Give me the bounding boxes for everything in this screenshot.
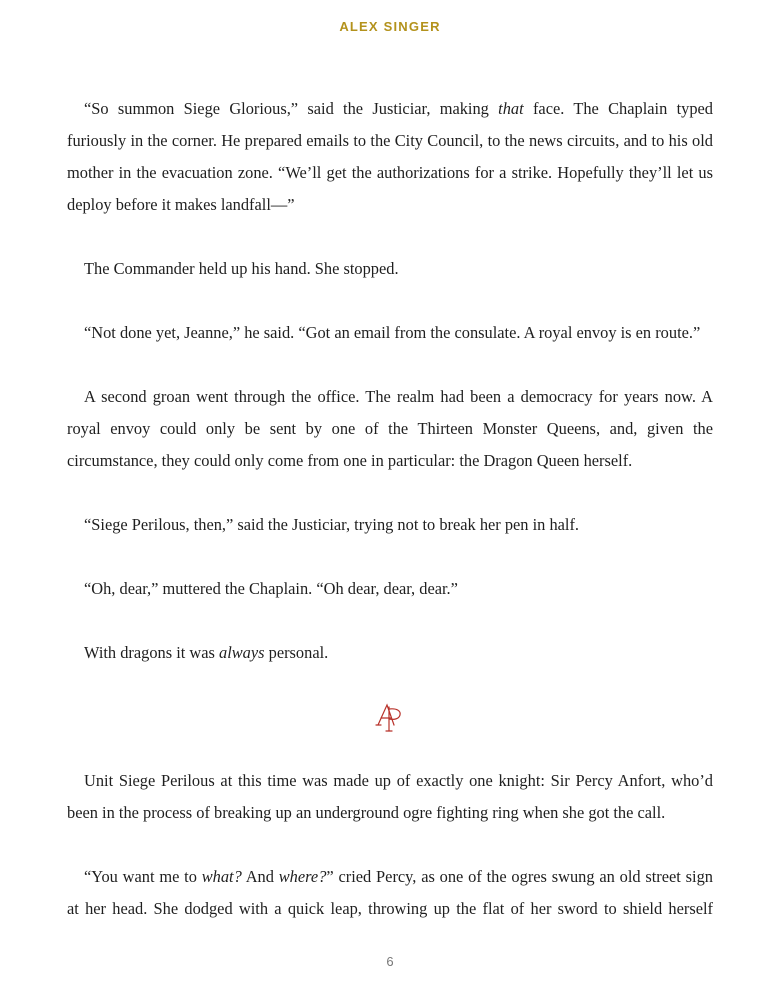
emphasis: that [498, 99, 524, 118]
paragraph: “Siege Perilous, then,” said the Justiciar, trying not to break her pen in half. [84, 515, 580, 534]
paragraph: With dragons it was always personal. [84, 643, 329, 662]
paragraph: “So summon Siege Glorious,” said the Justiciar, making that face. The Chaplain typed furiously in the corner. He prepared emails to the City Council, to the news circuits, and to his old mother in the evacuation zone. “We’ll get the authorizations for a strike. Hopefully they’ll let us deploy before it makes landfall—” [67, 99, 713, 214]
paragraph: The Commander held up his hand. She stopped. [84, 259, 399, 278]
paragraph: “You want me to what? And where?” cried Percy, as one of the ogres swung an old street sign at her head. She dodged with a quick leap, throwing up the flat of her sword to shield herself [67, 867, 713, 918]
page-number: 6 [386, 954, 394, 969]
ap-monogram-icon [370, 701, 410, 733]
paragraph: Unit Siege Perilous at this time was made up of exactly one knight: Sir Percy Anfort, who’d been in the process of breaking up an underground ogre fighting ring when she got the call. [67, 771, 713, 822]
emphasis: where? [278, 867, 327, 886]
emphasis: always [219, 643, 265, 662]
running-header-author: ALEX SINGER [339, 19, 441, 34]
paragraph: “Not done yet, Jeanne,” he said. “Got an email from the consulate. A royal envoy is en route.” [84, 323, 701, 342]
emphasis: what? [201, 867, 242, 886]
paragraph: A second groan went through the office. The realm had been a democracy for years now. A royal envoy could only be sent by one of the Thirteen Monster Queens, and, given the circumstance, they could only come from one in particular: the Dragon Queen herself. [67, 387, 713, 470]
paragraph: “Oh, dear,” muttered the Chaplain. “Oh dear, dear, dear.” [84, 579, 458, 598]
body-text [67, 93, 713, 925]
